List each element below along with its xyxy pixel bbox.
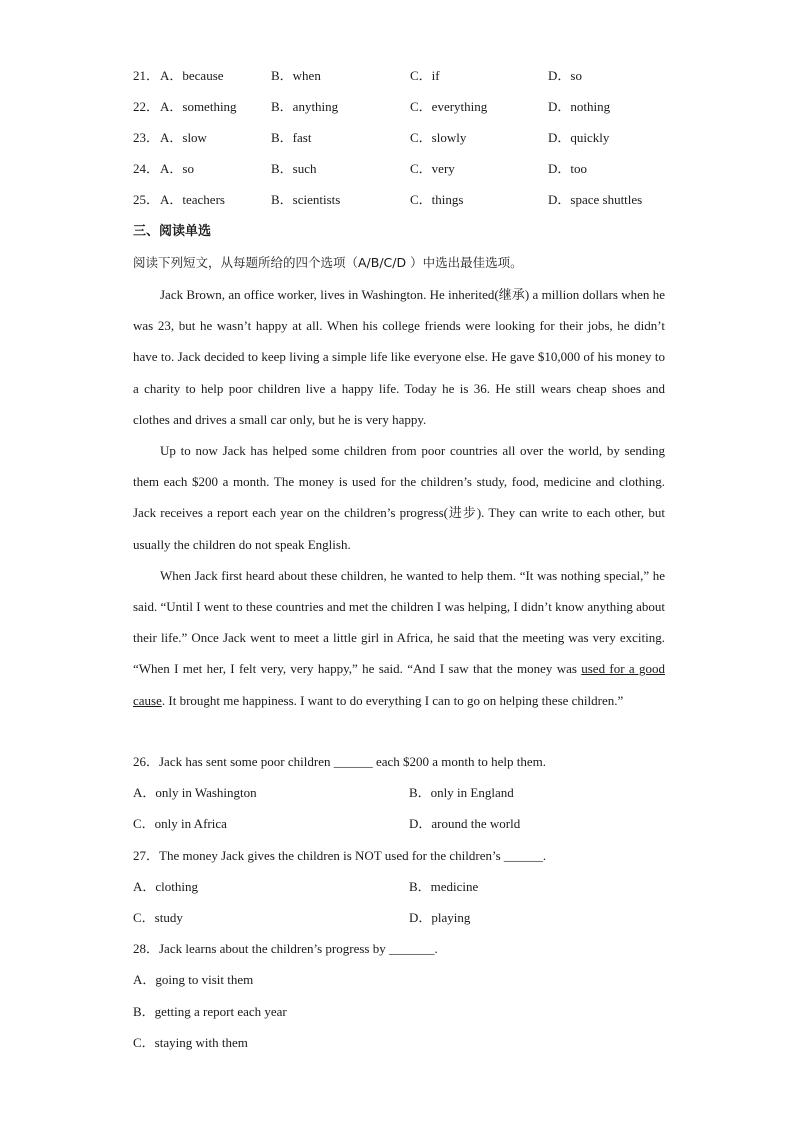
underlined-phrase: used for a good cause	[133, 661, 665, 708]
passage-p3-tail: . It brought me happiness. I want to do everything I can to go on helping these children.”	[161, 692, 624, 708]
q24-option-a: A．so	[160, 161, 194, 176]
q23-option-c: C．slowly	[410, 130, 467, 145]
q27-stem: 27．The money Jack gives the children is NOT used for the children’s ______.	[133, 848, 547, 863]
q22-option-d: D．nothing	[548, 99, 611, 114]
q26-option-d: D．around the world	[409, 816, 521, 831]
q22-option-c: C．everything	[410, 99, 488, 114]
passage-p3-text: When Jack first heard about these children, he wanted to help them. “It was nothing special,” he said. “Until I went to these countries and met the children I was helping, I didn’t know anything about their life.” Once Jack went to meet a little girl in Africa, he said that the meeting was very exciting. “When I met her, I felt very, very happy,” he said. “And I saw that the money was	[133, 567, 665, 677]
passage-paragraph-3	[133, 560, 665, 716]
q28-option-c: C．staying with them	[133, 1035, 248, 1050]
section-instruction: 阅读下列短文，从每题所给的四个选项（A/B/C/D ）中选出最佳选项。	[133, 255, 523, 270]
q23-option-d: D．quickly	[548, 130, 610, 145]
q21-number: 21．	[133, 68, 160, 83]
q25-option-b: B．scientists	[271, 192, 341, 207]
q23-option-a: A．slow	[160, 130, 207, 145]
q22-number: 22．	[133, 99, 160, 114]
q21-option-d: D．so	[548, 68, 582, 83]
q27-option-d: D．playing	[409, 910, 471, 925]
q28-option-a: A．going to visit them	[133, 972, 254, 987]
q27-option-b: B．medicine	[409, 879, 479, 894]
q26-option-b: B．only in England	[409, 785, 514, 800]
q24-option-d: D．too	[548, 161, 588, 176]
q25-option-d: D．space shuttles	[548, 192, 643, 207]
passage-paragraph-1: Jack Brown, an office worker, lives in Washington. He inherited(继承) a million dollars when he was 23, but he wasn’t happy at all. When his college friends were looking for their jobs, he didn’t have to. Jack decided to keep living a simple life like everyone else. He gave $10,000 of his money to a charity to help poor children live a happy life. Today he is 36. He still wears cheap shoes and clothes and drives a small car only, but he is very happy.	[133, 287, 665, 427]
passage-paragraph-2: Up to now Jack has helped some children from poor countries all over the world, by sending them each $200 a month. The money is used for the children’s study, food, medicine and clothing. Jack receives a report each year on the children’s progress(进步). They can write to each other, but usually the children do not speak English.	[133, 443, 665, 552]
q23-number: 23．	[133, 130, 160, 145]
q24-option-c: C．very	[410, 161, 455, 176]
q27-option-a: A．clothing	[133, 879, 198, 894]
q24-number: 24．	[133, 161, 160, 176]
q26-option-c: C．only in Africa	[133, 816, 227, 831]
q27-option-c: C．study	[133, 910, 183, 925]
q25-option-a: A．teachers	[160, 192, 225, 207]
q23-option-b: B．fast	[271, 130, 312, 145]
q24-option-b: B．such	[271, 161, 317, 176]
q21-option-a: A．because	[160, 68, 224, 83]
q22-option-a: A．something	[160, 99, 237, 114]
q26-stem: 26．Jack has sent some poor children ______ each $200 a month to help them.	[133, 754, 547, 769]
q28-option-b: B．getting a report each year	[133, 1004, 287, 1019]
q25-number: 25．	[133, 192, 160, 207]
q25-option-c: C．things	[410, 192, 464, 207]
q21-option-b: B．when	[271, 68, 321, 83]
q26-option-a: A．only in Washington	[133, 785, 257, 800]
q21-option-c: C．if	[410, 68, 440, 83]
q22-option-b: B．anything	[271, 99, 339, 114]
q28-stem: 28．Jack learns about the children’s progress by _______.	[133, 941, 438, 956]
reading-passage	[133, 279, 665, 716]
section-heading: 三、阅读单选	[133, 224, 212, 239]
